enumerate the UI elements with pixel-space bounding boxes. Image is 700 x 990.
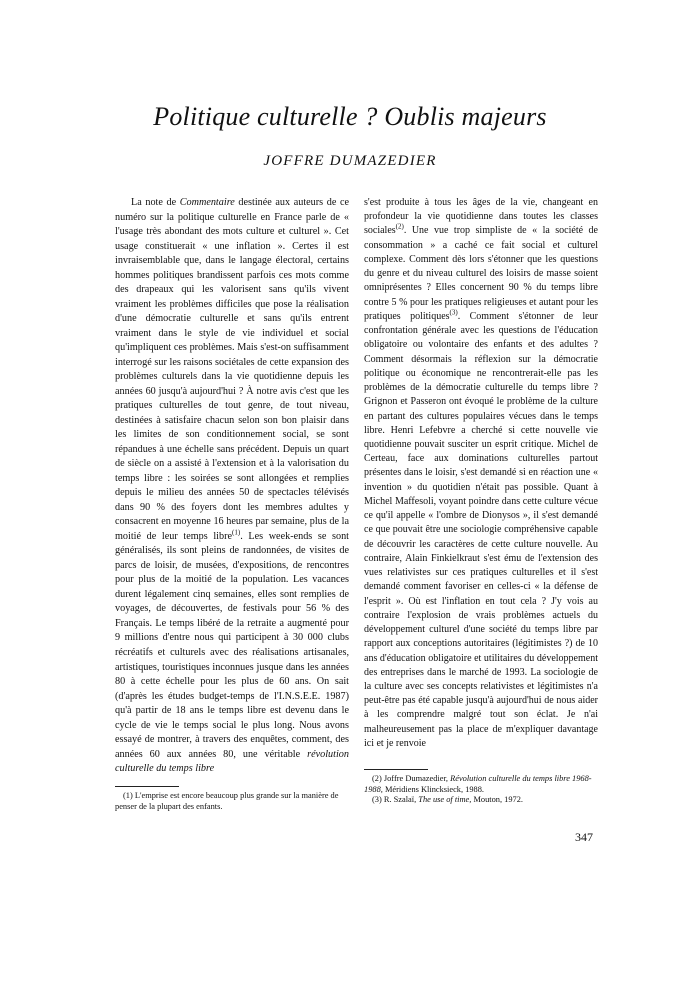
article-title: Politique culturelle ? Oublis majeurs [153,102,547,131]
body-text: . Les week-ends se sont généralisés, ils sont pleins de randonnées, de visites de parcs de loisir, de musées, d'expositions, de rencontres pour plus de la moitié de la population. Les vacances durent légalement cinq semaines, elles sont remplies de voyages, de découvertes, de festivals pour 56 % des Français. Le temps libéré de la retraite a augmenté pour 9 millions d'entre nous qui participent à 30 000 clubs récréatifs et culturels avec des réalisations artisanales, artistiques, touristiques inconnues jusque dans les années 80 à cette échelle pour les plus de 60 ans. On sait (d'après les études budget-temps de l'I.N.S.E.E. 1987) qu'à partir de 18 ans le temps libre est devenu dans le cycle de vie le temps social le plus long. Nous avons essayé de montrer, à travers des enquêtes, comment, des années 60 aux années 80, une véritable [115,530,349,760]
body-text: . Comment s'étonner de leur confrontation générale avec les questions de l'éducation obligatoire ou volontaire des enfants et des adultes ? Comment désormais la réflexion sur la démocratie politique ou économique ne rencontrerait-elle pas les problèmes de la démocratie culturelle du temps libre ? Grignon et Passeron ont évoqué le problème de la culture en partant des cultures populaires vécues dans le temps libre. Henri Lefebvre a cherché si cette nouvelle vie quotidienne pouvait susciter un esprit critique. Michel de Certeau, face aux dominations culturelles partout présentes dans le loisir, s'est demandé si en réaction une « invention » du quotidien n'était pas possible. Quant à Michel Maffesoli, voyant poindre dans cette culture vécue ce qu'il appelle « l'ombre de Dionysos », il s'est demandé ce que pouvait être une sociologie compréhensive capable de découvrir les caractères de cette culture nouvelle. Au contraire, Alain Finkielkraut s'est ému de l'extension des vues relativistes sur ces pratiques culturelles et il s'est demandé comment favoriser en celles-ci « la défense de l'esprit ». Où est l'inflation en tout cela ? J'y vois au contraire l'explosion de vrais problèmes actuels du développement culturel d'une société du temps libre par rapport aux conceptions autoritaires (légitimistes ?) de 10 ans d'éducation obligatoire et utilitaires du développement des entreprises dans le marché de 1993. La sociologie de la culture avec ses concepts relativistes et légitimistes n'a peut-être pas été capable jusqu'à aujourd'hui de nous aider à les comprendre malgré tout son éclat. Je n'ai malheureusement pas la place de m'expliquer davantage ici et je renvoie [364,310,598,749]
body-paragraph [115,196,349,777]
footnote-text: (2) Joffre Dumazedier, [372,774,451,783]
footnote-1: (1) L'emprise est encore beaucoup plus grande sur la manière de penser de la plupart des enfants. [115,791,339,811]
body-paragraph-continued [364,196,598,751]
emphasis-text: révolution culturelle du temps libre [115,748,349,775]
footnote-3 [364,795,600,806]
footnote-divider-left [115,786,179,787]
footnote-text: Mouton, 1972. [471,795,523,805]
footnote-ref-1: (1) [232,528,241,537]
footnote-ref-2: (2) [395,223,404,232]
footnote-ref-3: (3) [449,308,458,317]
footnote-book-title: The use of time, [418,795,472,805]
article-author: JOFFRE DUMAZEDIER [263,153,437,169]
footnotes-left [115,791,351,812]
body-column-left [115,196,349,777]
footnotes-right [364,774,600,806]
footnote-2 [364,774,600,795]
body-column-right [364,196,598,751]
footnote-text: (3) R. Szalaï, [372,795,419,805]
page-number: 347 [575,830,593,844]
footnote-book-title: Révolution culturelle du temps libre 1968-1988, [364,774,592,794]
footnote-text: Méridiens Klincksieck, 1988. [382,784,485,794]
body-text: s'est produite à tous les âges de la vie, changeant en profondeur la vie quotidienne dans toutes les classes sociales [364,197,598,237]
body-text: La note de [131,197,180,208]
journal-name: Commentaire [179,197,235,208]
body-text: . Une vue trop simpliste de « la société de consommation » a caché ce fait social et culturel complexe. Comment dès lors s'étonner que les questions du genre et du niveau culturel des loisirs de masse soient omniprésentes ? Elles concernent 90 % du temps libre contre 5 % pour les pratiques religieuses et autant pour les pratiques politiques [364,225,598,322]
footnote-divider-right [364,769,428,770]
body-text: destinée aux auteurs de ce numéro sur la politique culturelle en France parle de « l'usage très abondant des mots culture et culturel ». Cet usage constituerait « une inflation ». Certes il est invraisemblable que, dans le langage électoral, certains hommes politiques brandissent parfois ces mots comme des drapeaux qui les valorisent sans qu'ils vivent vraiment les problèmes difficiles que pose la réalisation d'une démocratie culturelle et sans qu'ils entrent vraiment dans le style de vie individuel et social qu'impliquent ces problèmes. Mais s'est-on suffisamment interrogé sur les raisons sociétales de cette expansion des problèmes culturels dans la vie quotidienne depuis les années 60 jusqu'à aujourd'hui ? À notre avis c'est que les pratiques culturelles de tout genre, de tout niveau, destinées à satisfaire chacun selon son bon plaisir dans les limites de son conditionnement social, se sont répandues à une échelle sans précédent. Depuis un quart de siècle on a assisté à l'extension et à la valorisation du temps libre : les soirées se sont allongées et remplies depuis le milieu des années 50 de spectacles télévisés dans 90 % des foyers dont les membres adultes y consacrent en moyenne 16 heures par semaine, plus de la moitié de leur temps libre [115,197,349,542]
